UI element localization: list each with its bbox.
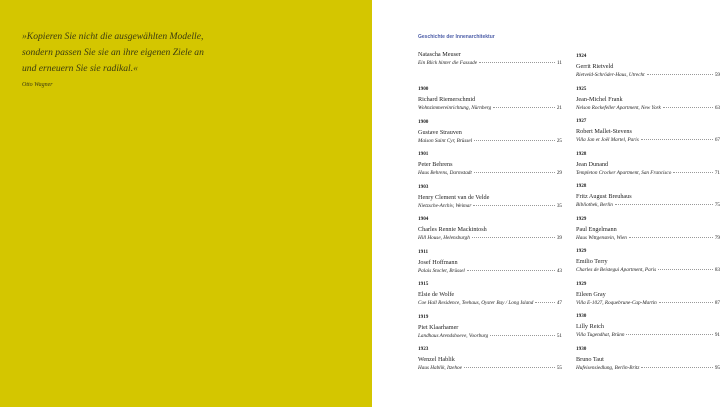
dot-leader (467, 270, 555, 271)
toc-entry[interactable] (418, 119, 562, 152)
quote-author: Otto Wagner (22, 82, 53, 88)
dot-leader (673, 172, 712, 173)
toc-page-number: 39 (556, 235, 562, 241)
toc-entry[interactable] (418, 216, 562, 249)
toc-architect: Wenzel Hablik (418, 356, 455, 363)
toc-architect: Lilly Reich (576, 323, 605, 330)
toc-column-2 (576, 53, 720, 378)
toc-year: 1930 (576, 313, 587, 319)
toc-year: 1900 (418, 86, 429, 92)
toc-page-number: 79 (714, 234, 720, 241)
toc-year: 1900 (418, 118, 429, 125)
toc-entry[interactable] (576, 248, 720, 281)
dot-leader (647, 74, 713, 75)
toc-year (418, 41, 562, 51)
toc-architect: Elsie de Wolfe (418, 291, 455, 298)
toc-entry[interactable] (418, 184, 562, 217)
toc-page-number: 67 (714, 137, 720, 143)
toc-page-number: 63 (714, 104, 720, 111)
toc-page-number: 83 (714, 267, 720, 273)
dot-leader (473, 205, 554, 206)
toc-work-title: Villa Jan et Joël Martel, Paris (576, 137, 639, 143)
toc-year: 1904 (418, 216, 429, 222)
toc-architect: Richard Riemerschmid (418, 96, 476, 103)
toc-page-number: 11 (557, 60, 562, 66)
toc-page-number: 55 (556, 365, 562, 371)
toc-work-title: Wohnzimmereinrichtung, Nürnberg (418, 105, 492, 111)
toc-work-title: Villa E-1027, Roquebrune-Cap-Martin (576, 299, 657, 306)
toc-year: 1928 (576, 150, 587, 157)
dot-leader (641, 139, 713, 140)
toc-architect: Jean Dunand (576, 160, 609, 168)
toc-architect: Henry Clement van de Velde (418, 193, 490, 201)
toc-column-1 (418, 41, 562, 379)
toc-work-title: Bibliothek, Berlin (576, 202, 613, 208)
toc-architect: Emilio Terry (576, 258, 608, 265)
toc-architect: Paul Engelmann (576, 225, 617, 233)
dot-leader (663, 107, 713, 108)
toc-work-title: Haus Wittgenstein, Wien (576, 234, 627, 241)
toc-entry[interactable] (418, 86, 562, 119)
toc-entry[interactable] (418, 151, 562, 184)
toc-work-title: Nelson Rockefeller Apartment, New York (576, 104, 661, 111)
toc-work-title: Nietzsche-Archiv, Weimar (418, 202, 472, 209)
dot-leader (474, 172, 555, 173)
toc-entry[interactable] (576, 53, 720, 86)
dot-leader (490, 335, 555, 336)
toc-work-title: Villa Tugendhat, Brünn (576, 332, 625, 338)
toc-work-title: Coe Hall Residence, Teehaus, Oyster Bay / Long Island (418, 300, 534, 306)
toc-page-number: 59 (714, 72, 720, 78)
toc-page-number: 43 (556, 267, 562, 274)
toc-page-number: 71 (714, 169, 720, 176)
toc-work-title: Maison Saint Cyr, Brüssel (418, 137, 473, 144)
toc-page-number: 91 (714, 332, 720, 338)
toc-architect: Jean-Michel Frank (576, 95, 623, 103)
toc-work-title: Landhaus Arendshoeve, Voorburg (418, 332, 489, 339)
toc-year: 1915 (418, 281, 429, 287)
dot-leader (659, 302, 713, 303)
toc-architect: Robert Mallet-Stevens (576, 128, 632, 135)
dot-leader (658, 269, 713, 270)
dot-leader (493, 107, 555, 108)
toc-header: Geschichte der Innenarchitektur (418, 34, 495, 40)
dot-leader (626, 334, 712, 335)
toc-architect: Fritz August Breuhaus (576, 193, 632, 200)
toc-year: 1929 (576, 215, 587, 222)
toc-entry[interactable] (576, 183, 720, 216)
toc-page-number: 75 (714, 202, 720, 208)
toc-architect: Josef Hoffmann (418, 258, 458, 266)
toc-work-title: Hufeisensiedlung, Berlin-Britz (576, 364, 640, 371)
toc-entry[interactable] (576, 346, 720, 379)
toc-year: 1925 (576, 85, 587, 92)
dot-leader (479, 62, 555, 63)
toc-entry[interactable] (576, 86, 720, 119)
toc-entry[interactable] (576, 281, 720, 314)
toc-year: 1924 (576, 53, 587, 59)
toc-page-number: 87 (714, 299, 720, 306)
toc-entry[interactable] (576, 216, 720, 249)
toc-page-number: 25 (556, 137, 562, 144)
toc-page-number: 95 (714, 364, 720, 371)
toc-year: 1930 (576, 345, 587, 352)
toc-page-number: 47 (556, 300, 562, 306)
toc-work-title: Rietveld-Schröder-Haus, Utrecht (576, 72, 645, 78)
toc-architect: Charles Rennie Mackintosh (418, 226, 487, 233)
dot-leader (474, 140, 555, 141)
toc-architect: Bruno Taut (576, 355, 604, 363)
dot-leader (615, 204, 713, 205)
toc-year: 1928 (576, 183, 587, 189)
toc-entry[interactable] (418, 41, 562, 74)
quote-line: sondern passen Sie sie an ihre eigenen Ziele an (22, 47, 204, 58)
quote-line: und erneuern Sie sie radikal.« (22, 63, 138, 74)
toc-entry[interactable] (418, 249, 562, 282)
toc-architect: Eileen Gray (576, 290, 606, 298)
toc-entry[interactable] (576, 118, 720, 151)
toc-entry[interactable] (576, 313, 720, 346)
dot-leader (472, 237, 555, 238)
toc-architect: Piet Klaarhamer (418, 323, 459, 331)
toc-entry[interactable] (418, 346, 562, 379)
toc-year: 1903 (418, 183, 429, 190)
toc-work-title: Ein Blick hinter die Fassade (418, 60, 478, 66)
toc-page (372, 0, 720, 407)
dot-leader (629, 237, 713, 238)
toc-year: 1923 (418, 346, 429, 352)
toc-work-title: Charles de Beistegui Apartment, Paris (576, 267, 657, 273)
toc-page-number: 35 (556, 202, 562, 209)
toc-architect: Natascha Meuser (418, 51, 461, 58)
toc-work-title: Haus Behrens, Darmstadt (418, 170, 472, 176)
dot-leader (535, 302, 554, 303)
toc-year: 1919 (418, 313, 429, 320)
toc-work-title: Palais Stoclet, Brüssel (418, 267, 465, 274)
toc-architect: Gerrit Rietveld (576, 63, 614, 70)
toc-architect: Gustave Strauven (418, 128, 462, 136)
toc-entry[interactable] (576, 151, 720, 184)
toc-year: 1929 (576, 248, 587, 254)
quote-text (22, 29, 352, 77)
toc-year: 1929 (576, 280, 587, 287)
toc-year: 1911 (418, 248, 429, 255)
quote-line: »Kopieren Sie nicht die ausgewählten Modelle, (22, 31, 204, 42)
toc-page-number: 51 (556, 332, 562, 339)
toc-year: 1927 (576, 118, 587, 124)
toc-work-title: Hill House, Helensburgh (418, 235, 470, 241)
toc-page-number: 29 (556, 170, 562, 176)
toc-work-title: Haus Hablik, Itzehoe (418, 365, 462, 371)
toc-architect: Peter Behrens (418, 161, 453, 168)
toc-work-title: Templeton Crocker Apartment, San Francisco (576, 169, 672, 176)
dot-leader (641, 367, 712, 368)
toc-entry[interactable] (418, 281, 562, 314)
dot-leader (464, 367, 555, 368)
toc-year: 1901 (418, 151, 429, 157)
toc-page-number: 21 (556, 105, 562, 111)
toc-entry[interactable] (418, 314, 562, 347)
